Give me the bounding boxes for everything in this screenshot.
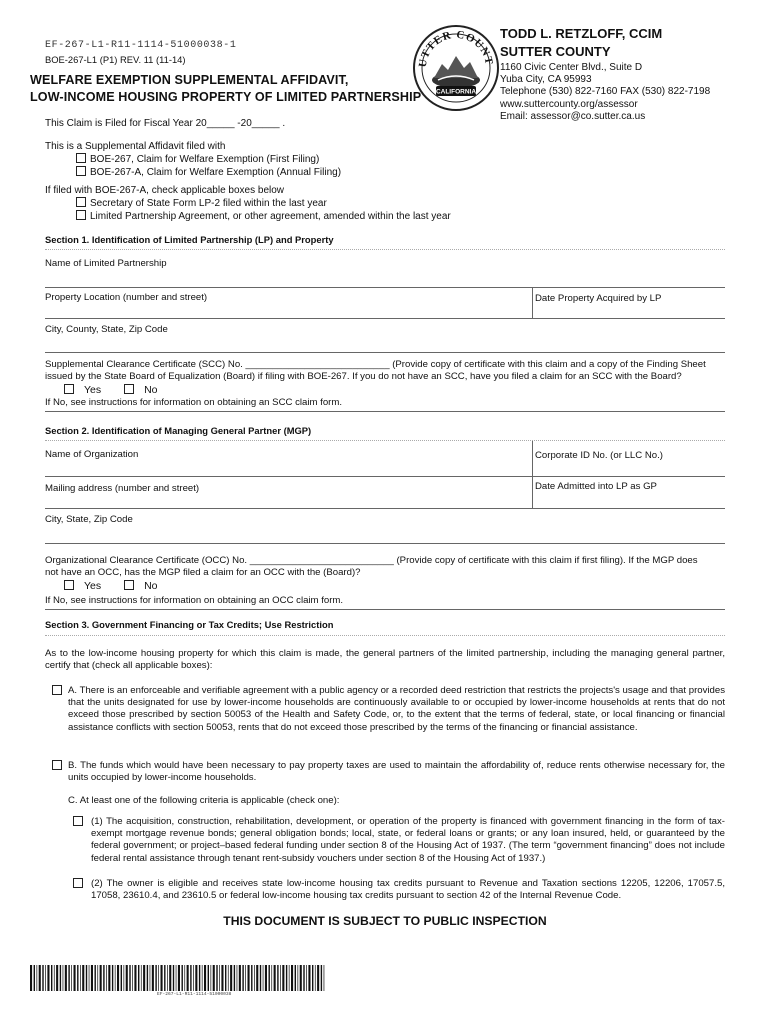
occ-no-label: No bbox=[144, 580, 158, 592]
org-name-field[interactable] bbox=[45, 453, 525, 473]
criterion-a-text: A. There is an enforceable and verifiable agreement with a public agency or a recorded deed restriction that restricts the projects's usage and that provides that the units designated for use by lower-income households are continuously available to or occupied by lower-income households at rents that do not exceed those prescribed by section 50053 of the Health and Safety Code, or, to the extent that the terms of federal, state, or local financing or financial assistance conflicts with section 50053, rents that do not exceed those prescribed by the terms of the financing or financial assistance. bbox=[68, 685, 725, 733]
occ-block bbox=[45, 555, 735, 580]
form-number: BOE-267-L1 (P1) REV. 11 (11-14) bbox=[45, 54, 186, 65]
date-admitted-label: Date Admitted into LP as GP bbox=[535, 481, 657, 492]
occ-no-checkbox[interactable] bbox=[124, 580, 134, 590]
city-county-label: City, County, State, Zip Code bbox=[45, 324, 168, 335]
lp-name-field[interactable] bbox=[45, 262, 725, 282]
occ-if-no: If No, see instructions for information on obtaining an OCC claim form. bbox=[45, 595, 344, 606]
assessor-contact bbox=[500, 25, 760, 123]
assessor-website[interactable]: www.suttercounty.org/assessor bbox=[500, 98, 638, 110]
form-id-line: EF-267-L1-R11-1114-51000038-1 bbox=[45, 40, 237, 51]
corp-id-field[interactable] bbox=[535, 454, 725, 472]
criterion-c2-checkbox-wrap bbox=[73, 878, 87, 891]
scc-yes-label: Yes bbox=[84, 384, 102, 396]
assessor-email[interactable]: Email: assessor@co.sutter.ca.us bbox=[500, 110, 646, 122]
criterion-c2-text: (2) The owner is eligible and receives state low-income housing tax credits pursuant to Revenue and Taxation sections 12205, 12206, 17057.5, 17058, 23610.4, and 23610.5 or federal low-income housing tax credits pursuant to section 42 of the Internal Revenue Code. bbox=[91, 878, 725, 902]
criterion-c1-text: (1) The acquisition, construction, rehabilitation, development, or operation of the property is financed with government financing in the form of tax-exempt mortgage revenue bonds; general obligation bonds; local, state, or federal loans or grants; or any loan insured, held, or guaranteed by the federal government; or project–based federal funding under section 8 of the Housing Act of 1937. (The term “government financing” does not include federal rental assistance through tenant rent-subsidy vouchers under section 8 of the Housing Act of 1937.) bbox=[91, 816, 725, 864]
section3-heading: Section 3. Government Financing or Tax Credits; Use Restriction bbox=[45, 619, 334, 630]
fiscal-year-line: This Claim is Filed for Fiscal Year 20_____ -20_____ . bbox=[45, 118, 286, 129]
lp2-label: Secretary of State Form LP-2 filed within the last year bbox=[90, 198, 327, 209]
occ-yes-no bbox=[64, 580, 158, 593]
occ-line1: Organizational Clearance Certificate (OCC) No. ___________________________ (Provide copy of certificate with this claim if first filing). If the MGP does bbox=[45, 555, 698, 566]
form-title-line2: LOW-INCOME HOUSING PROPERTY OF LIMITED PARTNERSHIP bbox=[30, 90, 422, 104]
criterion-a-checkbox-wrap bbox=[52, 685, 66, 698]
county-seal-graphic bbox=[412, 24, 500, 112]
org-name-label: Name of Organization bbox=[45, 449, 139, 460]
boe-267a-checkbox[interactable] bbox=[76, 166, 86, 176]
seal-text: UTTER COUNT bbox=[416, 28, 495, 69]
assessor-name: TODD L. RETZLOFF, CCIM bbox=[500, 26, 663, 41]
section3-intro: As to the low-income housing property for which this claim is made, the general partners of the limited partnership, including the managing general partner, certify that (check all applicable boxes): bbox=[45, 648, 725, 672]
scc-if-no: If No, see instructions for information on obtaining an SCC claim form. bbox=[45, 397, 343, 408]
boe-267-label: BOE-267, Claim for Welfare Exemption (First Filing) bbox=[90, 154, 320, 165]
assessor-county: SUTTER COUNTY bbox=[500, 43, 611, 59]
boe-267a-label: BOE-267-A, Claim for Welfare Exemption (Annual Filing) bbox=[90, 167, 342, 178]
date-acquired-field[interactable] bbox=[535, 297, 725, 315]
property-location-field[interactable] bbox=[45, 296, 525, 314]
section2-heading: Section 2. Identification of Managing General Partner (MGP) bbox=[45, 425, 312, 436]
section1-heading: Section 1. Identification of Limited Partnership (LP) and Property bbox=[45, 234, 334, 245]
criterion-c1-checkbox-wrap bbox=[73, 816, 87, 829]
lp-agreement-label: Limited Partnership Agreement, or other agreement, amended within the last year bbox=[90, 211, 451, 222]
boe-267-checkbox[interactable] bbox=[76, 153, 86, 163]
assessor-address1: 1160 Civic Center Blvd., Suite D bbox=[500, 62, 643, 74]
seal-bottom-text: CALIFORNIA bbox=[435, 88, 477, 96]
assessor-address2: Yuba City, CA 95993 bbox=[500, 74, 592, 86]
county-seal bbox=[412, 24, 500, 112]
property-location-label: Property Location (number and street) bbox=[45, 292, 208, 303]
criterion-c2-checkbox[interactable] bbox=[73, 878, 83, 888]
mailing-address-field[interactable] bbox=[45, 487, 525, 505]
lp2-checkbox[interactable] bbox=[76, 197, 86, 207]
assessor-phone: Telephone (530) 822-7160 FAX (530) 822-7198 bbox=[500, 86, 711, 98]
criterion-c1-checkbox[interactable] bbox=[73, 816, 83, 826]
scc-yes-no bbox=[64, 384, 158, 397]
mailing-address-label: Mailing address (number and street) bbox=[45, 483, 200, 494]
mgp-city-label: City, State, Zip Code bbox=[45, 514, 133, 525]
scc-yes-checkbox[interactable] bbox=[64, 384, 74, 394]
supplemental-intro: This is a Supplemental Affidavit filed with bbox=[45, 141, 226, 152]
criterion-a-checkbox[interactable] bbox=[52, 685, 62, 695]
public-inspection-notice: THIS DOCUMENT IS SUBJECT TO PUBLIC INSPECTION bbox=[223, 914, 547, 928]
occ-yes-label: Yes bbox=[84, 580, 102, 592]
corp-id-label: Corporate ID No. (or LLC No.) bbox=[535, 450, 663, 461]
scc-line2: issued by the State Board of Equalization (Board) if filing with BOE-267. If you do not have an SCC, have you filed a claim for an SCC with the Board? bbox=[45, 371, 682, 383]
lp-agreement-checkbox[interactable] bbox=[76, 210, 86, 220]
lp-name-label: Name of Limited Partnership bbox=[45, 258, 167, 269]
date-acquired-label: Date Property Acquired by LP bbox=[535, 293, 662, 304]
supplemental-block bbox=[45, 141, 451, 223]
if-filed-label: If filed with BOE-267-A, check applicable boxes below bbox=[45, 185, 285, 196]
mgp-city-field[interactable] bbox=[45, 518, 725, 538]
occ-yes-checkbox[interactable] bbox=[64, 580, 74, 590]
scc-block bbox=[45, 359, 735, 384]
scc-no-label: No bbox=[144, 384, 158, 396]
form-title-line1: WELFARE EXEMPTION SUPPLEMENTAL AFFIDAVIT, bbox=[30, 73, 349, 87]
criterion-c-text: C. At least one of the following criteria is applicable (check one): bbox=[68, 795, 340, 806]
criterion-b-checkbox[interactable] bbox=[52, 760, 62, 770]
date-admitted-field[interactable] bbox=[535, 485, 725, 503]
city-county-field[interactable] bbox=[45, 328, 725, 348]
criterion-b-checkbox-wrap bbox=[52, 760, 66, 773]
scc-line1: Supplemental Clearance Certificate (SCC) No. ___________________________ (Provide copy of certificate with this claim and a copy of the Finding Sheet bbox=[45, 359, 706, 370]
barcode-caption: EF-267-L1-R11-1114-51000038 bbox=[157, 992, 232, 997]
criterion-b-text: B. The funds which would have been necessary to pay property taxes are used to maintain the affordability of, reduce rents otherwise necessary for, the units occupied by lower-income households. bbox=[68, 760, 725, 784]
occ-line2: not have an OCC, has the MGP filed a claim for an OCC with the (Board)? bbox=[45, 567, 361, 579]
barcode bbox=[30, 965, 326, 991]
scc-no-checkbox[interactable] bbox=[124, 384, 134, 394]
